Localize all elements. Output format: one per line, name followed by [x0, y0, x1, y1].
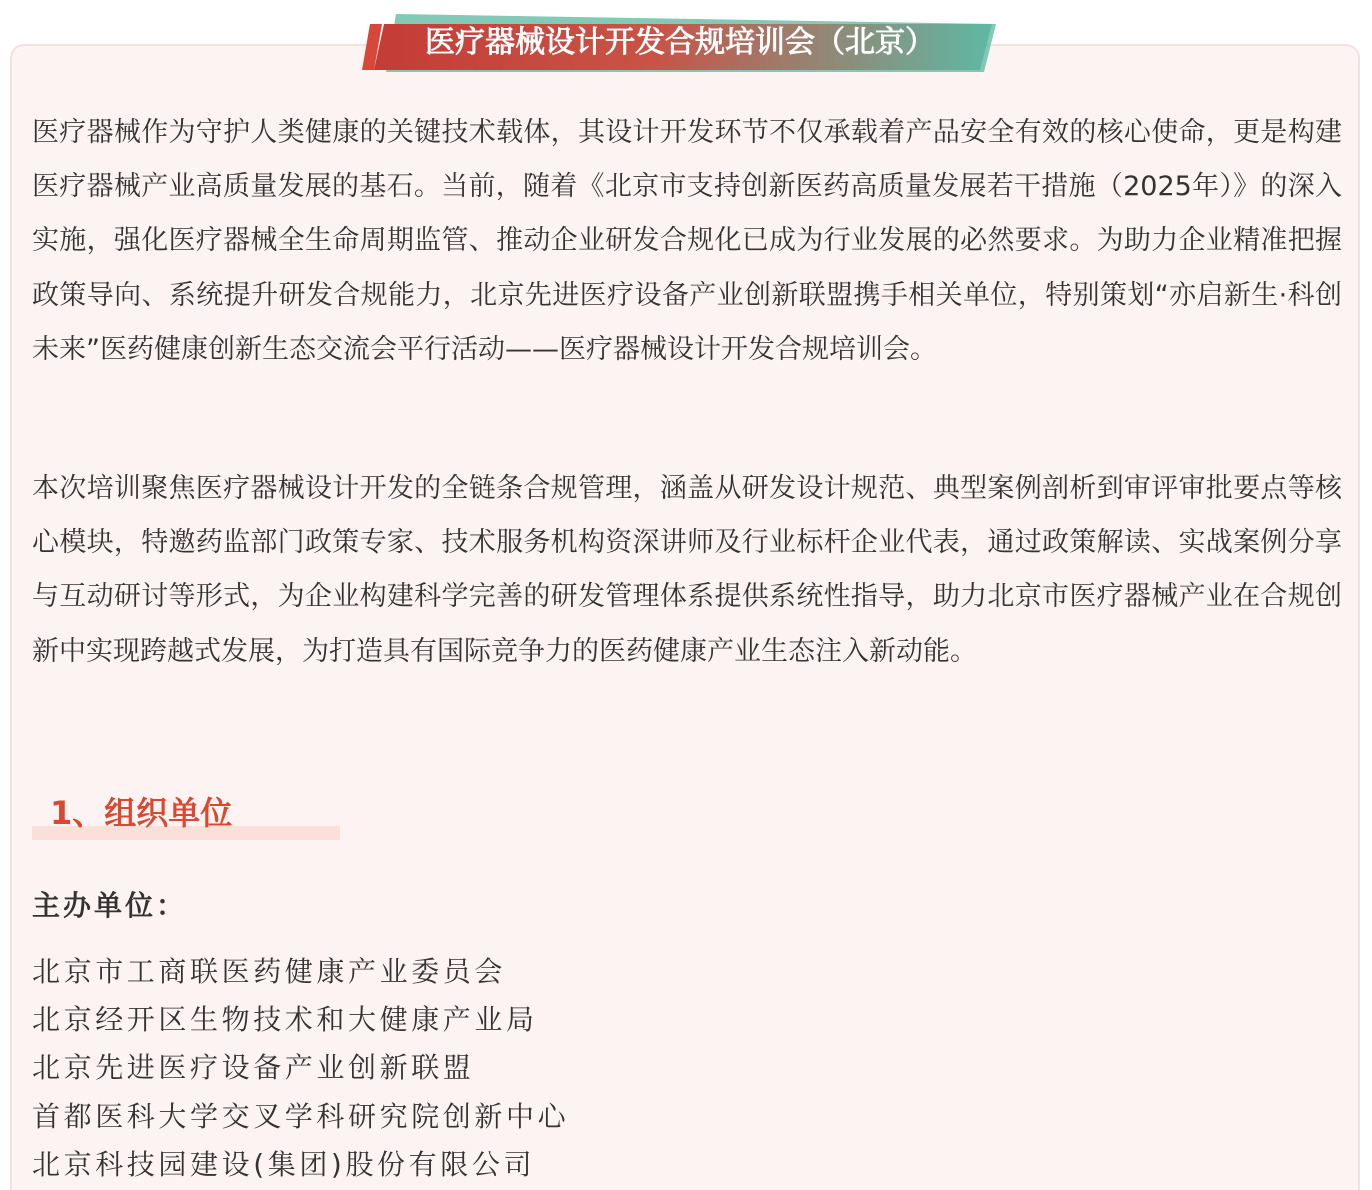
banner-title: 医疗器械设计开发合规培训会（北京） [425, 25, 935, 60]
intro-paragraph-1: 医疗器械作为守护人类健康的关键技术载体，其设计开发环节不仅承载着产品安全有效的核心使命，更是构建医疗器械产业高质量发展的基石。当前，随着《北京市支持创新医药高质量发展若干措施（2025年）》的深入实施，强化医疗器械全生命周期监管、推动企业研发合规化已成为行业发展的必然要求。为助力企业精准把握政策导向、系统提升研发合规能力，北京先进医疗设备产业创新联盟携手相关单位，特别策划“亦启新生·科创未来”医药健康创新生态交流会平行活动——医疗器械设计开发合规培训会。 [32, 117, 1342, 365]
organizer-item: 首都医科大学交叉学科研究院创新中心 [32, 1099, 570, 1133]
section-title: 1、组织单位 [50, 794, 233, 832]
title-banner [362, 14, 998, 72]
intro-paragraph-2: 本次培训聚焦医疗器械设计开发的全链条合规管理，涵盖从研发设计规范、典型案例剖析到审评审批要点等核心模块，特邀药监部门政策专家、技术服务机构资深讲师及行业标杆企业代表，通过政策解读、实战案例分享与互动研讨等形式，为企业构建科学完善的研发管理体系提供系统性指导，助力北京市医疗器械产业在合规创新中实现跨越式发展，为打造具有国际竞争力的医药健康产业生态注入新动能。 [32, 473, 1342, 667]
organizers-label: 主办单位： [32, 889, 188, 922]
organizer-item: 北京先进医疗设备产业创新联盟 [32, 1051, 475, 1085]
section-heading [32, 784, 340, 842]
organizer-item: 北京科技园建设(集团)股份有限公司 [32, 1147, 536, 1181]
organizer-item: 北京市工商联医药健康产业委员会 [32, 955, 507, 988]
organizer-item: 北京经开区生物技术和大健康产业局 [32, 1003, 538, 1037]
organizers-list [32, 948, 569, 1189]
